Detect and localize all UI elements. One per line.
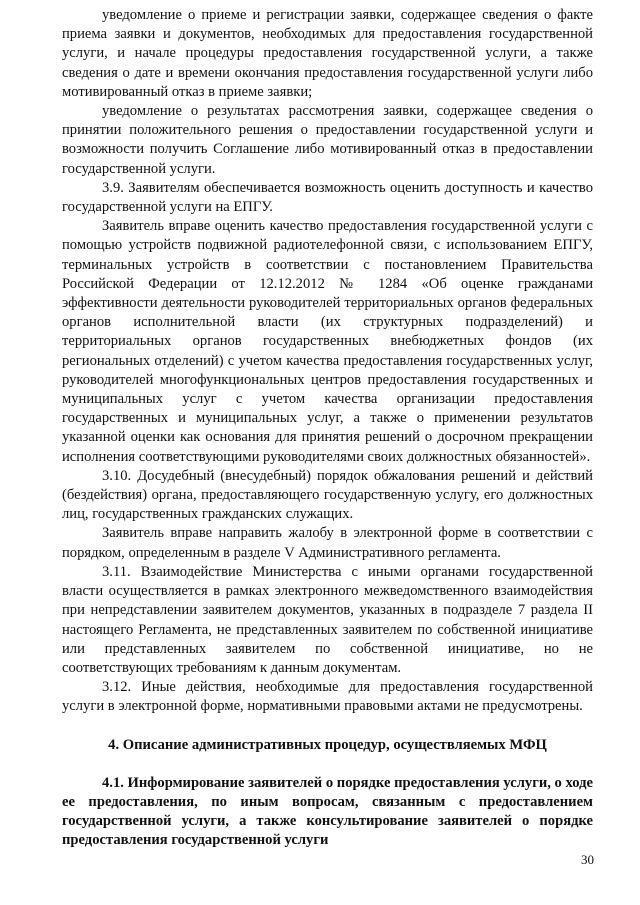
paragraph-3-10: 3.10. Досудебный (внесудебный) порядок обжалования решений и действий (бездействия) органа, предоставляющего государственную услугу, его должностных лиц, государственных гражданских служащих.: [62, 467, 593, 523]
paragraph-3-11: 3.11. Взаимодействие Министерства с иными органами государственной власти осуществляется в рамках электронного межведомственного взаимодействия при непредставлении заявителем документов, указанных в подразделе 7 раздела II настоящего Регламента, не представленных заявителем по собственной инициативе или представленных заявителем по собственной инициативе, но не соответствующих требованиям к данным документам.: [62, 563, 593, 676]
document-page: [62, 6, 593, 851]
paragraph-complaint: Заявитель вправе направить жалобу в электронной форме в соответствии с порядком, определенным в разделе V Административного регламента.: [62, 525, 593, 561]
subsection-heading: 4.1. Информирование заявителей о порядке предоставления услуги, о ходе ее предоставления, по иным вопросам, связанным с предоставлением государственной услуги, а также консультирование заявителей о порядке предоставления государственной услуги: [62, 774, 593, 849]
paragraph-3-9: 3.9. Заявителям обеспечивается возможность оценить доступность и качество государственной услуги на ЕПГУ.: [62, 179, 593, 216]
paragraph-quality-assessment: Заявитель вправе оценить качество предоставления государственной услуги с помощью устройств подвижной радиотелефонной связи, с использованием ЕПГУ, терминальных устройств в соответствии с постановлением Правительства Российской Федерации от 12.12.2012 № 1284 «Об оценке гражданами эффективности деятельности руководителей территориальных органов федеральных органов исполнительной власти (их структурных подразделений) и территориальных органов государственных внебюджетных фондов (их региональных отделений) с учетом качества предоставления государственных услуг, руководителей многофункциональных центров предоставления государственных и муниципальных услуг с учетом качества организации предоставления государственных и муниципальных услуг, а также о применении результатов указанной оценки как основания для принятия решений о досрочном прекращении исполнения соответствующими руководителями своих должностных обязанностей».: [62, 218, 593, 465]
paragraph-notification-result: уведомление о результатах рассмотрения заявки, содержащее сведения о принятии положительного решения о предоставлении государственной услуги и возможности получить Соглашение либо мотивированный отказ в предоставлении государственной услуги.: [62, 103, 593, 177]
paragraph-3-12: 3.12. Иные действия, необходимые для предоставления государственной услуги в электронной форме, нормативными правовыми актами не предусмотрены.: [62, 679, 593, 715]
paragraph-notification-receipt: уведомление о приеме и регистрации заявки, содержащее сведения о факте приема заявки и документов, необходимых для предоставления государственной услуги, и начале процедуры предоставления государственной услуги, а также сведения о дате и времени окончания предоставления государственной услуги либо мотивированный отказ в приеме заявки;: [62, 7, 593, 100]
page-number: 30: [581, 852, 594, 867]
section-heading: 4. Описание административных процедур, осуществляемых МФЦ: [108, 736, 547, 753]
